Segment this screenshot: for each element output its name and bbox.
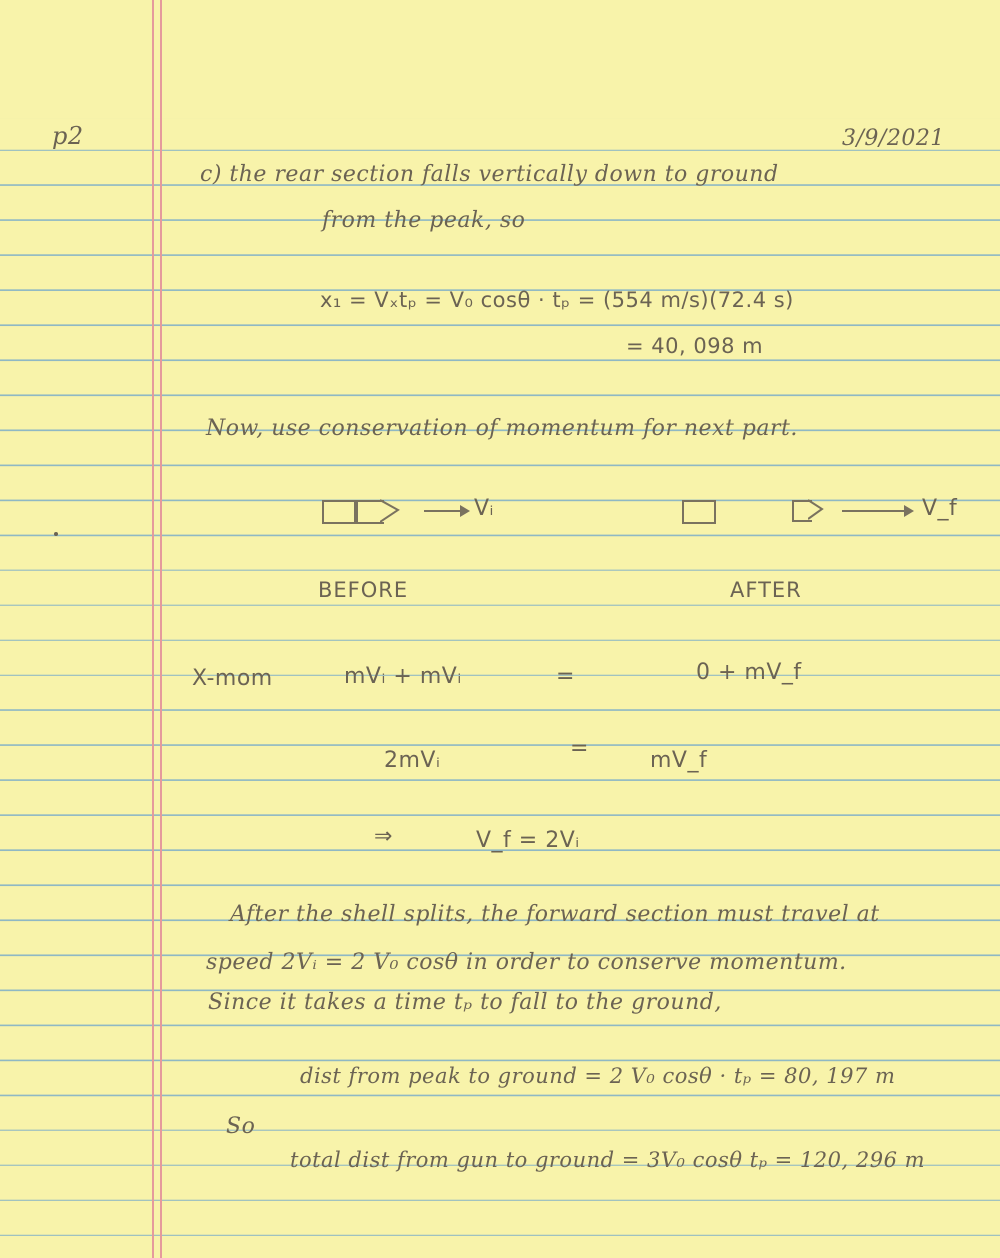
part-c-line1: c) the rear section falls vertically down to ground (200, 162, 779, 187)
shell-nose-before (380, 498, 404, 524)
paragraph-line3: Since it takes a time tₚ to fall to the ground, (208, 990, 722, 1015)
paragraph-line2: speed 2Vᵢ = 2 V₀ cosθ in order to conserve momentum. (206, 950, 847, 975)
shell-nose-after (808, 498, 828, 522)
step2-rhs: mV_f (650, 748, 708, 773)
arrow-after (842, 510, 912, 512)
range-result: = 40, 098 m (626, 334, 764, 358)
implies-arrow: ⇒ (374, 824, 393, 849)
x-mom-lhs: mVᵢ + mVᵢ (344, 664, 462, 689)
x-mom-equals: = (556, 664, 575, 689)
momentum-intro: Now, use conservation of momentum for next part. (206, 416, 798, 441)
velocity-initial: Vᵢ (474, 496, 494, 521)
range-equation: x₁ = Vₓtₚ = V₀ cosθ · tₚ = (554 m/s)(72.4 s) (320, 288, 794, 312)
margin-line-left (152, 0, 154, 1258)
shell-rear-after (682, 500, 716, 524)
final-velocity-result: V_f = 2Vᵢ (476, 828, 580, 853)
paragraph-line1: After the shell splits, the forward section must travel at (230, 902, 880, 927)
total-distance: total dist from gun to ground = 3V₀ cosθ tₚ = 120, 296 m (290, 1148, 926, 1172)
so-label: So (226, 1114, 256, 1139)
x-mom-label: X-mom (192, 666, 273, 691)
page-number: p2 (52, 122, 84, 150)
before-label: BEFORE (318, 578, 409, 602)
distance-peak-to-ground: dist from peak to ground = 2 V₀ cosθ · tₚ = 80, 197 m (300, 1064, 896, 1088)
step2-equals: = (570, 736, 589, 761)
shell-rear-before (322, 500, 356, 524)
part-c-line2: from the peak, so (322, 208, 526, 233)
step2-lhs: 2mVᵢ (384, 748, 441, 773)
x-mom-rhs: 0 + mV_f (696, 660, 802, 685)
margin-line-right (160, 0, 162, 1258)
page-date: 3/9/2021 (842, 126, 945, 151)
stray-mark (54, 532, 58, 536)
top-margin (0, 0, 1000, 118)
after-label: AFTER (730, 578, 802, 602)
arrow-before (424, 510, 468, 512)
velocity-final: V_f (922, 496, 958, 521)
